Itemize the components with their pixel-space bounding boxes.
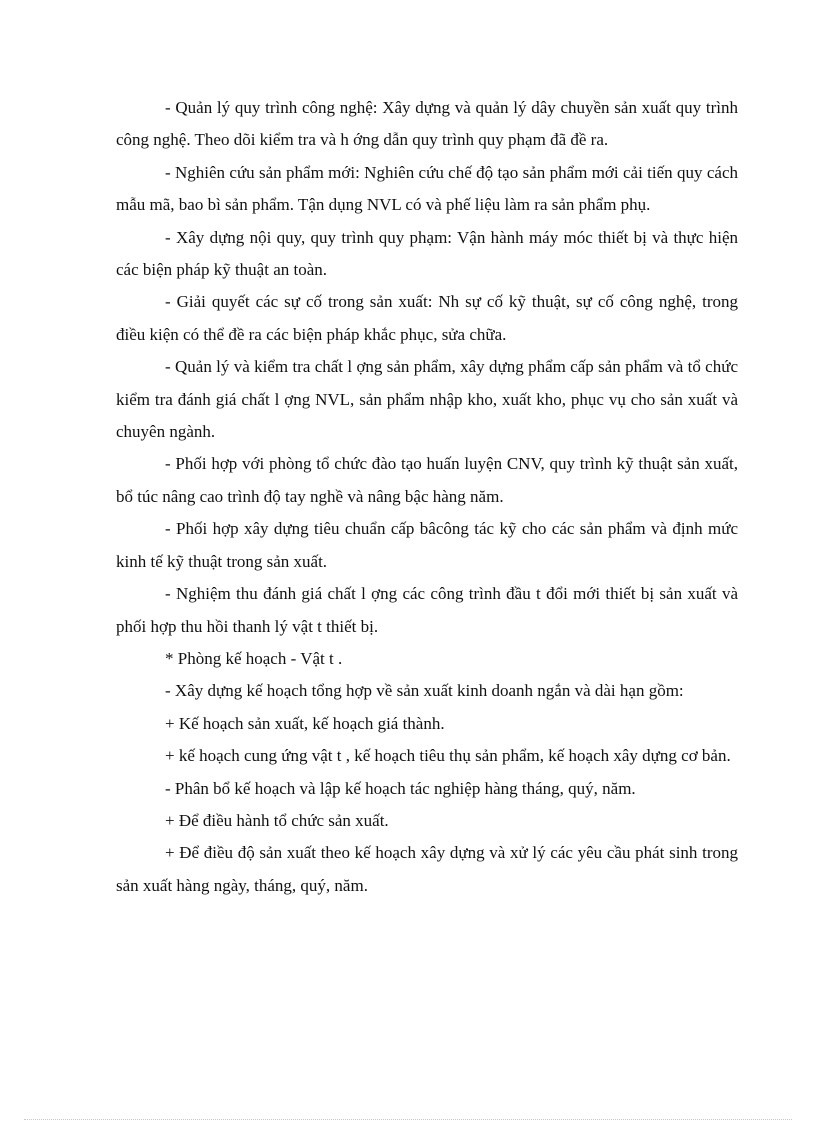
paragraph-general-plan: - Xây dựng kế hoạch tổng hợp về sản xuất kinh doanh ngắn và dài hạn gồm:: [165, 681, 684, 701]
paragraph-supply-plan: + kế hoạch cung ứng vật t , kế hoạch tiêu thụ sản phẩm, kế hoạch xây dựng cơ bản.: [165, 746, 731, 766]
paragraph-training-coordination: - Phối hợp với phòng tổ chức đào tạo huấn luyện CNV, quy trình kỹ thuật sản xuất, bổ túc nâng cao trình độ tay nghề và nâng bậc hàng năm.: [116, 454, 738, 506]
paragraph-internal-rules: - Xây dựng nội quy, quy trình quy phạm: Vận hành máy móc thiết bị và thực hiện các biện pháp kỹ thuật an toàn.: [116, 227, 738, 280]
section-heading-planning-department: * Phòng kế hoạch - Vật t .: [165, 648, 343, 668]
paragraph-incident-resolution: - Giải quyết các sự cố trong sản xuất: Nh sự cố kỹ thuật, sự cố công nghệ, trong điều kiện có thể đề ra các biện pháp khắc phục, sửa chữa.: [116, 292, 738, 344]
paragraph-technology-process: - Quản lý quy trình công nghệ: Xây dựng và quản lý dây chuyền sản xuất quy trình công nghệ. Theo dõi kiểm tra và h ớng dẫn quy trình quy phạm đã đề ra.: [116, 98, 738, 150]
page-bottom-divider: [24, 1119, 792, 1120]
paragraph-standards: - Phối hợp xây dựng tiêu chuẩn cấp bâcông tác kỹ cho các sản phẩm và định mức kinh tế kỹ thuật trong sản xuất.: [116, 519, 738, 571]
paragraph-quality-control: - Quản lý và kiểm tra chất l ợng sản phẩm, xây dựng phẩm cấp sản phẩm và tổ chức kiểm tra đánh giá chất l ợng NVL, sản phẩm nhập kho, xuất kho, phục vụ cho sản xuất và chuyên ngành.: [116, 357, 738, 442]
paragraph-production-scheduling: + Để điều độ sản xuất theo kế hoạch xây dựng và xử lý các yêu cầu phát sinh trong sản xuất hàng ngày, tháng, quý, năm.: [116, 843, 738, 895]
paragraph-production-plan: + Kế hoạch sản xuất, kế hoạch giá thành.: [165, 713, 445, 733]
paragraph-new-product-research: - Nghiên cứu sản phẩm mới: Nghiên cứu chế độ tạo sản phẩm mới cải tiến quy cách mẫu mã, bao bì sản phẩm. Tận dụng NVL có và phế liệu làm ra sản phẩm phụ.: [116, 162, 738, 215]
paragraph-production-management: + Để điều hành tổ chức sản xuất.: [165, 810, 389, 830]
paragraph-acceptance: - Nghiệm thu đánh giá chất l ợng các công trình đầu t đổi mới thiết bị sản xuất và phối hợp thu hồi thanh lý vật t thiết bị.: [116, 584, 738, 636]
document-body: [116, 92, 738, 902]
paragraph-plan-allocation: - Phân bổ kế hoạch và lập kế hoạch tác nghiệp hàng tháng, quý, năm.: [165, 778, 636, 798]
